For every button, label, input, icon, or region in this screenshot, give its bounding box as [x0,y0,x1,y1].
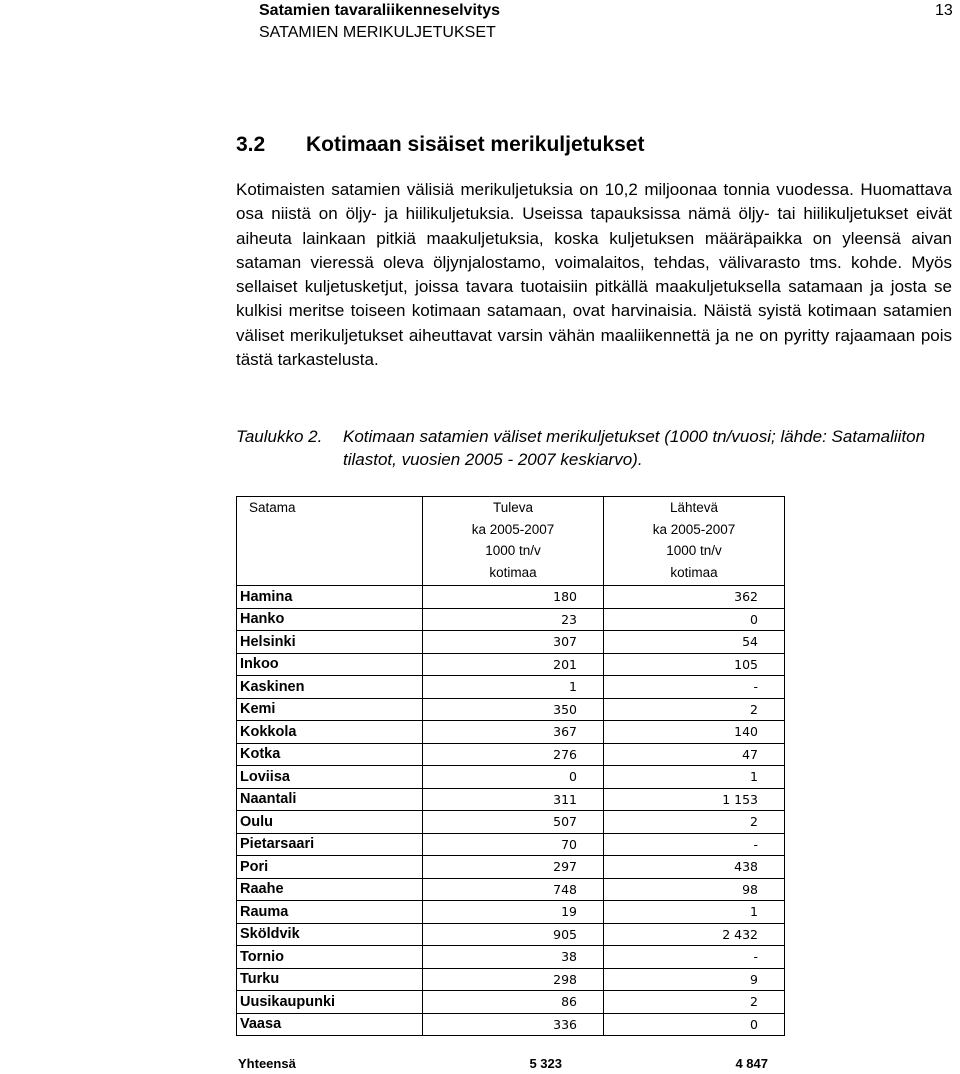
header-incoming-line: ka 2005-2007 [471,521,555,537]
table-row [237,676,785,699]
total-label: Yhteensä [238,1056,296,1071]
outgoing-cell: - [604,946,785,969]
port-cell: Helsinki [237,631,423,654]
outgoing-cell: 1 [604,901,785,924]
table-row [237,743,785,766]
incoming-cell: 276 [423,743,604,766]
port-cell: Sköldvik [237,923,423,946]
outgoing-cell: 54 [604,631,785,654]
port-cell: Kemi [237,698,423,721]
incoming-cell: 311 [423,788,604,811]
table-row [237,586,785,609]
outgoing-cell: 98 [604,878,785,901]
outgoing-cell: 0 [604,1013,785,1036]
outgoing-cell: 1 153 [604,788,785,811]
outgoing-cell: 2 432 [604,923,785,946]
outgoing-cell: - [604,833,785,856]
incoming-cell: 0 [423,766,604,789]
section-title: Kotimaan sisäiset merikuljetukset [306,133,645,156]
port-cell: Hanko [237,608,423,631]
page-number: 13 [935,2,953,19]
port-cell: Turku [237,968,423,991]
port-cell: Kokkola [237,721,423,744]
port-cell: Rauma [237,901,423,924]
header-outgoing-line: Lähtevä [669,500,719,515]
port-cell: Inkoo [237,653,423,676]
outgoing-cell: 105 [604,653,785,676]
header-outgoing-line: ka 2005-2007 [652,521,736,537]
port-transport-table [236,496,785,1036]
outgoing-cell: - [604,676,785,699]
section-heading [236,132,644,158]
port-cell: Uusikaupunki [237,991,423,1014]
table-row [237,721,785,744]
body-paragraph: Kotimaisten satamien välisiä merikuljetuksia on 10,2 miljoonaa tonnia vuodessa. Huomattava osa niistä on öljy- ja hiilikuljetuksia. Useissa tapauksissa nämä öljy- tai hiilikuljetukset eivät aiheuta lainkaan pitkiä maakuljetuksia, koska kuljetuksen määräpaikka on yleensä aivan sataman vieressä oleva öljynjalostamo, voimalaitos, tehdas, välivarasto tms. kohde. Myös sellaiset kuljetusketjut, joissa tavara tuotaisiin pitkällä maakuljetuksella satamaan ja josta se kulkisi meritse toiseen kotimaan satamaan, ovat harvinaisia. Näistä syistä kotimaan satamien väliset merikuljetukset aiheuttavat varsin vähän maaliikennettä ja ne on pyritty rajaamaan pois tästä tarkastelusta. [236,180,952,370]
table-row [237,923,785,946]
header-incoming-line: 1000 tn/v [485,543,541,558]
port-cell: Kotka [237,743,423,766]
port-cell: Naantali [237,788,423,811]
outgoing-cell: 362 [604,586,785,609]
outgoing-cell: 140 [604,721,785,744]
port-cell: Vaasa [237,1013,423,1036]
document-title: Satamien tavaraliikenneselvitys [259,2,501,19]
incoming-cell: 23 [423,608,604,631]
table-row [237,878,785,901]
total-incoming: 5 323 [529,1056,562,1071]
header-outgoing-line: kotimaa [670,564,718,580]
total-row [236,1056,784,1074]
header-incoming [423,497,604,586]
table-body [237,586,785,1036]
port-cell: Kaskinen [237,676,423,699]
total-outgoing: 4 847 [735,1056,768,1071]
chapter-title: SATAMIEN MERIKULJETUKSET [259,24,496,41]
header-outgoing [604,497,785,586]
incoming-cell: 38 [423,946,604,969]
table-row [237,833,785,856]
incoming-cell: 307 [423,631,604,654]
table-row [237,653,785,676]
incoming-cell: 70 [423,833,604,856]
header-outgoing-line: 1000 tn/v [666,543,722,558]
outgoing-cell: 47 [604,743,785,766]
table-row [237,968,785,991]
header-incoming-line: kotimaa [489,564,537,580]
section-number: 3.2 [236,133,266,156]
port-cell: Raahe [237,878,423,901]
port-cell: Loviisa [237,766,423,789]
table-row [237,766,785,789]
incoming-cell: 1 [423,676,604,699]
incoming-cell: 297 [423,856,604,879]
outgoing-cell: 438 [604,856,785,879]
table-row [237,631,785,654]
incoming-cell: 748 [423,878,604,901]
table-row [237,901,785,924]
port-cell: Pietarsaari [237,833,423,856]
incoming-cell: 336 [423,1013,604,1036]
port-cell: Oulu [237,811,423,834]
incoming-cell: 201 [423,653,604,676]
table-header-row [237,497,785,586]
port-cell: Tornio [237,946,423,969]
incoming-cell: 507 [423,811,604,834]
outgoing-cell: 9 [604,968,785,991]
header-incoming-line: Tuleva [492,500,534,515]
outgoing-cell: 2 [604,698,785,721]
port-cell: Pori [237,856,423,879]
incoming-cell: 350 [423,698,604,721]
incoming-cell: 905 [423,923,604,946]
running-header [259,0,500,43]
outgoing-cell: 2 [604,991,785,1014]
table-row [237,608,785,631]
table-row [237,811,785,834]
caption-label: Taulukko 2. [236,427,323,446]
table-row [237,788,785,811]
incoming-cell: 298 [423,968,604,991]
table-row [237,698,785,721]
table-row [237,856,785,879]
header-port: Satama [237,497,423,586]
outgoing-cell: 1 [604,766,785,789]
table-row [237,946,785,969]
incoming-cell: 86 [423,991,604,1014]
table-row [237,991,785,1014]
table-row [237,1013,785,1036]
incoming-cell: 367 [423,721,604,744]
outgoing-cell: 0 [604,608,785,631]
incoming-cell: 19 [423,901,604,924]
outgoing-cell: 2 [604,811,785,834]
caption-text: Kotimaan satamien väliset merikuljetukset (1000 tn/vuosi; lähde: Satamaliiton tilastot, vuosien 2005 - 2007 keskiarvo). [343,427,926,469]
incoming-cell: 180 [423,586,604,609]
port-cell: Hamina [237,586,423,609]
